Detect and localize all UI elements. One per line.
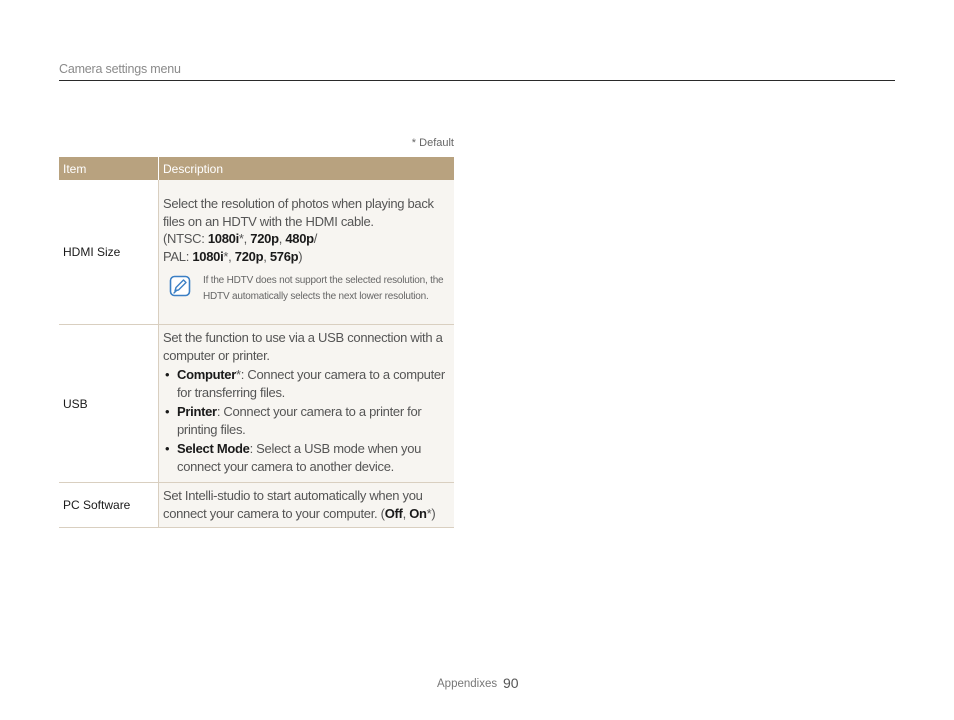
header-divider bbox=[59, 80, 895, 81]
description-pc-software: Set Intelli-studio to start automatically when you connect your camera to your computer. (Off, On*) bbox=[159, 483, 455, 528]
page-number: 90 bbox=[503, 675, 519, 691]
item-hdmi-size: HDMI Size bbox=[59, 180, 159, 325]
usb-description-text: Set the function to use via a USB connection with a computer or printer. bbox=[163, 330, 443, 363]
hdmi-ntsc-options: (NTSC: 1080i*, 720p, 480p/ bbox=[163, 231, 318, 246]
hdmi-note-text: If the HDTV does not support the selected resolution, the HDTV automatically selects the next lower resolution. bbox=[203, 275, 444, 302]
bullet: • bbox=[165, 367, 170, 382]
default-note: * Default bbox=[411, 137, 454, 149]
usb-option-printer: • Printer: Connect your camera to a printer for printing files. bbox=[165, 404, 422, 437]
hdmi-note bbox=[169, 273, 450, 304]
bullet: • bbox=[165, 404, 170, 419]
hdmi-pal-options: PAL: 1080i*, 720p, 576p) bbox=[163, 248, 303, 264]
column-header-description: Description bbox=[159, 157, 455, 180]
table-row-usb bbox=[59, 325, 454, 483]
column-header-item: Item bbox=[59, 157, 159, 180]
section-title: Camera settings menu bbox=[59, 62, 181, 76]
footer-section-label: Appendixes bbox=[437, 678, 498, 690]
usb-option-select-mode: • Select Mode: Select a USB mode when you connect your camera to another device. bbox=[165, 441, 422, 474]
bullet: • bbox=[165, 441, 170, 456]
description-hdmi-size bbox=[159, 180, 455, 325]
description-usb bbox=[159, 325, 455, 483]
note-pencil-icon bbox=[169, 275, 191, 297]
hdmi-description-text: Select the resolution of photos when playing back files on an HDTV with the HDMI cable. bbox=[163, 196, 434, 229]
table-header-row bbox=[59, 157, 454, 180]
settings-table bbox=[59, 157, 454, 528]
usb-option-computer: • Computer*: Connect your camera to a computer for transferring files. bbox=[165, 367, 445, 400]
usb-options-list bbox=[163, 366, 450, 475]
item-pc-software: PC Software bbox=[59, 483, 159, 528]
table-row-pc-software bbox=[59, 483, 454, 528]
item-usb: USB bbox=[59, 325, 159, 483]
table-row-hdmi-size bbox=[59, 180, 454, 325]
